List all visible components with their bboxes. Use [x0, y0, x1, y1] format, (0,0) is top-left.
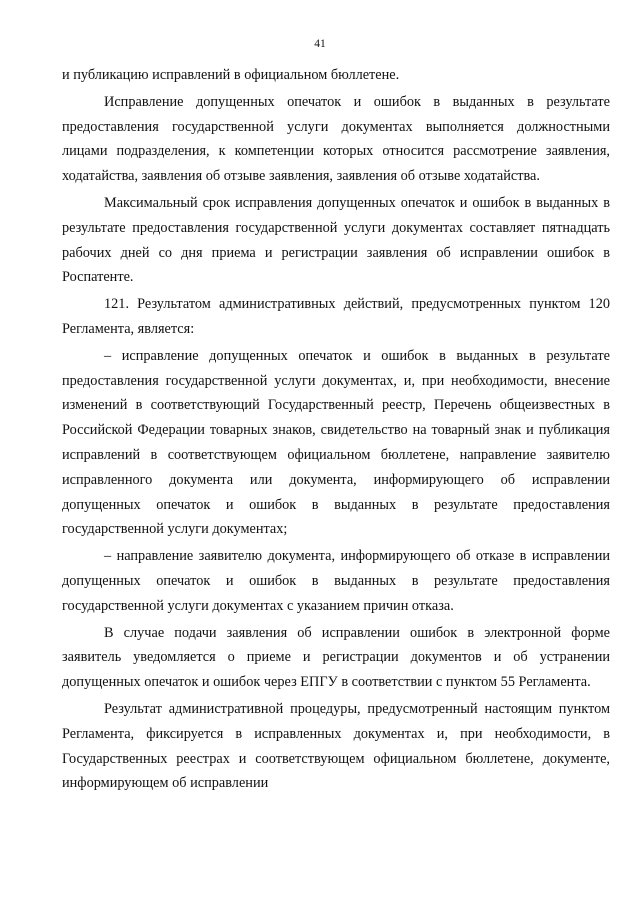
list-item-correction: – исправление допущенных опечаток и ошибок в выданных в результате предоставления государственной услуги документах, и, при необходимости, внесение изменений в соответствующий Государственный реестр, Перечень общеизвестных в Российской Федерации товарных знаков, свидетельство на товарный знак и публикация исправлений в соответствующем официальном бюллетене, направление заявителю исправленного документа или документа, информирующего об исправлении допущенных опечаток и ошибок в выданных в результате предоставления государственной услуги документах;: [62, 347, 610, 538]
document-body: [62, 63, 610, 796]
paragraph-continuation: и публикацию исправлений в официальном бюллетене.: [62, 67, 400, 83]
paragraph-item-121: 121. Результатом административных действий, предусмотренных пунктом 120 Регламента, является:: [62, 296, 610, 337]
paragraph-electronic-form: В случае подачи заявления об исправлении ошибок в электронной форме заявитель уведомляется о приеме и регистрации документов и об устранении допущенных опечаток и ошибок через ЕПГУ в соответствии с пунктом 55 Регламента.: [62, 624, 610, 691]
paragraph-correction-executors: Исправление допущенных опечаток и ошибок в выданных в результате предоставления государственной услуги документах выполняется должностными лицами подразделения, к компетенции которых относится рассмотрение заявления, ходатайства, заявления об отзыве заявления, заявления об отзыве ходатайства.: [62, 93, 610, 185]
paragraph-result-recording: Результат административной процедуры, предусмотренный настоящим пунктом Регламента, фиксируется в исправленных документах и, при необходимости, в Государственных реестрах и соответствующем официальном бюллетене, документе, информирующем об исправлении: [62, 700, 610, 792]
page-number: 41: [314, 38, 326, 50]
paragraph-max-term: Максимальный срок исправления допущенных опечаток и ошибок в выданных в результате предоставления государственной услуги документах составляет пятнадцать рабочих дней со дня приема и регистрации заявления об исправлении ошибок в Роспатенте.: [62, 194, 610, 286]
list-item-refusal: – направление заявителю документа, информирующего об отказе в исправлении допущенных опечаток и ошибок в выданных в результате предоставления государственной услуги документах с указанием причин отказа.: [62, 548, 610, 614]
